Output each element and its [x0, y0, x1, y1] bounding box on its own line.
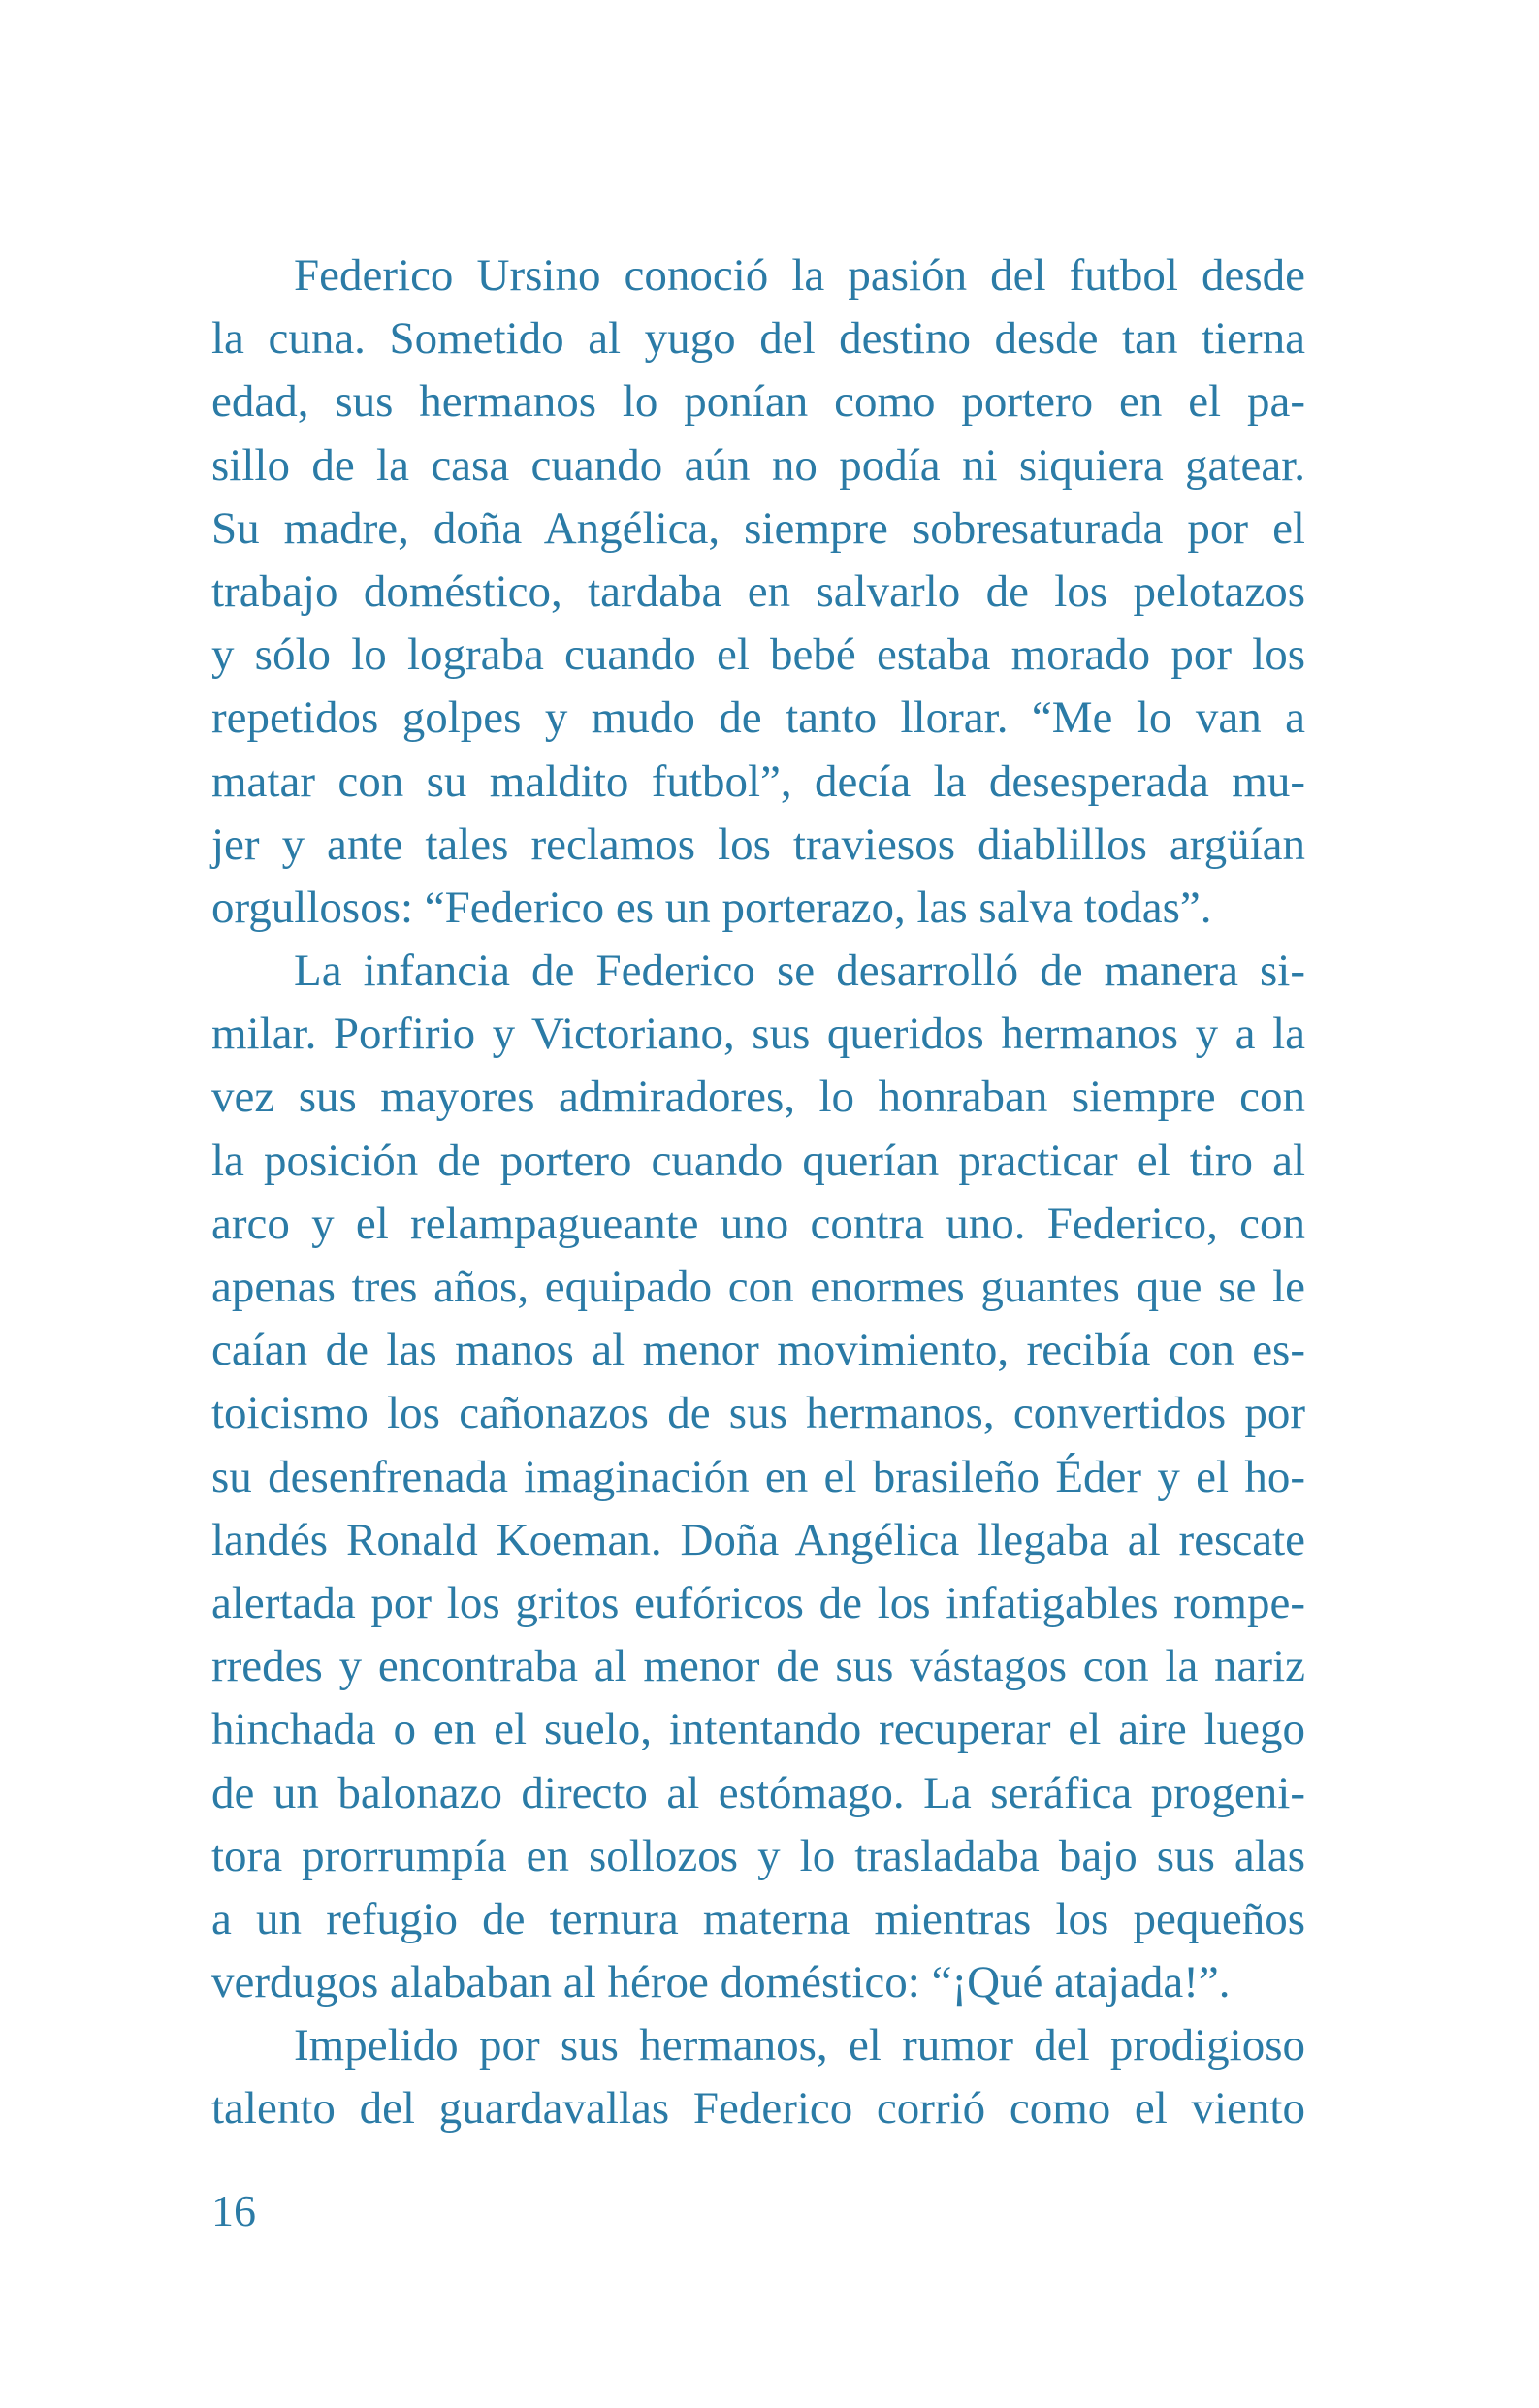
text-line: La infancia de Federico se desarrolló de manera si- [294, 946, 1305, 997]
text-line: arco y el relampagueante uno contra uno. Federico, con [211, 1198, 1305, 1249]
text-line: trabajo doméstico, tardaba en salvarlo de los pelotazos [211, 565, 1305, 617]
text-line: Impelido por sus hermanos, el rumor del prodigioso [294, 2020, 1305, 2071]
text-line: verdugos alababan al héroe doméstico: “¡Qué atajada!”. [211, 1957, 1231, 2008]
text-line: Su madre, doña Angélica, siempre sobresaturada por el [211, 502, 1305, 554]
text-line: vez sus mayores admiradores, lo honraban siempre con [211, 1072, 1305, 1123]
text-line: tora prorrumpía en sollozos y lo trasladaba bajo sus alas [211, 1830, 1305, 1881]
text-line: milar. Porfirio y Victoriano, sus queridos hermanos y a la [211, 1009, 1305, 1060]
text-line: a un refugio de ternura materna mientras los pequeños [211, 1893, 1305, 1944]
text-line: talento del guardavallas Federico corrió como el viento [211, 2083, 1305, 2135]
text-line: la posición de portero cuando querían practicar el tiro al [211, 1135, 1305, 1186]
text-line: alertada por los gritos eufóricos de los infatigables rompe- [211, 1577, 1305, 1628]
body-text [211, 244, 1305, 2141]
text-line: orgullosos: “Federico es un porterazo, las salva todas”. [211, 882, 1212, 933]
text-line: jer y ante tales reclamos los traviesos diablillos argüían [211, 819, 1305, 870]
page-number: 16 [211, 2186, 256, 2235]
text-line: Federico Ursino conoció la pasión del futbol desde [294, 250, 1305, 301]
text-line: de un balonazo directo al estómago. La seráfica progeni- [211, 1767, 1305, 1818]
text-line: rredes y encontraba al menor de sus vástagos con la nariz [211, 1641, 1305, 1692]
text-line: su desenfrenada imaginación en el brasileño Éder y el ho- [211, 1451, 1305, 1502]
text-line: toicismo los cañonazos de sus hermanos, convertidos por [211, 1388, 1305, 1439]
text-line: repetidos golpes y mudo de tanto llorar. “Me lo van a [211, 692, 1305, 744]
text-line: hinchada o en el suelo, intentando recuperar el aire luego [211, 1704, 1305, 1755]
text-line: apenas tres años, equipado con enormes guantes que se le [211, 1262, 1305, 1312]
text-line: sillo de la casa cuando aún no podía ni siquiera gatear. [211, 439, 1305, 491]
text-line: landés Ronald Koeman. Doña Angélica llegaba al rescate [211, 1514, 1305, 1565]
text-line: matar con su maldito futbol”, decía la desesperada mu- [211, 755, 1305, 807]
text-line: edad, sus hermanos lo ponían como portero en el pa- [211, 376, 1305, 428]
text-line: la cuna. Sometido al yugo del destino desde tan tierna [211, 313, 1305, 365]
text-line: y sólo lo lograba cuando el bebé estaba morado por los [211, 629, 1305, 681]
text-line: caían de las manos al menor movimiento, recibía con es- [211, 1325, 1305, 1376]
